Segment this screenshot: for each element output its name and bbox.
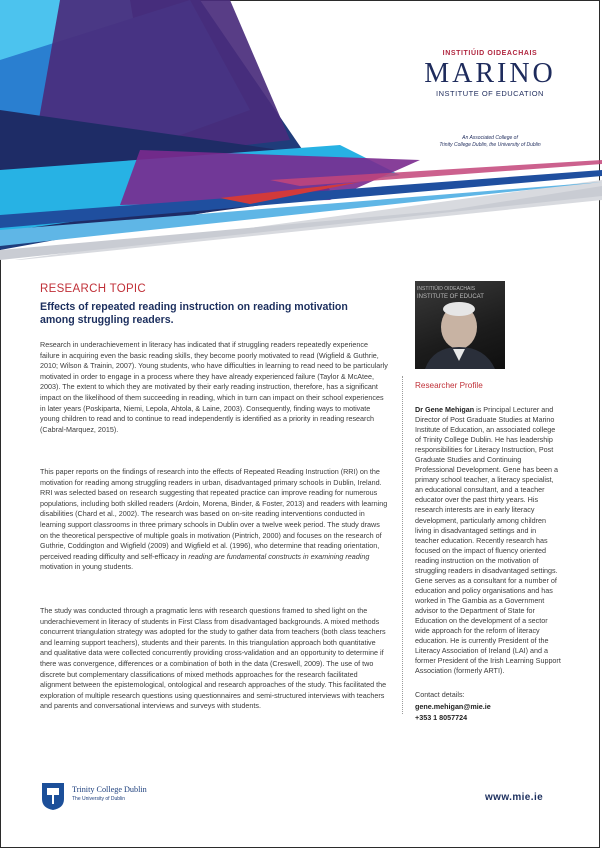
marino-logo (420, 50, 560, 98)
tcd-name: Trinity College Dublin (72, 785, 147, 794)
sidebar-divider (402, 376, 404, 714)
logo-top-text: INSTITIÚID OIDEACHAIS (442, 50, 538, 57)
researcher-bio-text: is Principal Lecturer and Director of Post Graduate Studies at Marino Institute of Education, an associated college of Trinity College Dublin. He has leadership responsibilities for Literacy Instruction, Post Graduate Studies and Continuing Professional Development. Gene has been a primary school teacher, a literacy specialist, an educational consultant, and a teacher educator over the past thirty years. His research interests are in early literacy development, particularly among children living in disadvantaged settings and in teacher education. Recently research has focused on the impact of fluency oriented reading instruction on the motivation of struggling readers in disadvantaged settings. Gene serves as a consultant for a number of education and policy organisations and has worked in The Gambia as a Government advisor to the Department of State for Education on the development of a sector wide approach for the reform of literacy education. He is currently President of the Literacy Association of Ireland (LAI) and a former President of the Irish Learning Support Association (formerly ARTI). (415, 405, 561, 676)
contact-label: Contact details: (415, 690, 465, 699)
tcd-subtitle: The University of Dublin (72, 796, 126, 802)
website-link[interactable]: www.mie.ie (485, 792, 544, 803)
contact-email[interactable]: gene.mehigan@mie.ie (415, 702, 491, 711)
body-paragraph-2-italic: reading are fundamental constructs in examining reading (188, 551, 370, 561)
tcd-crest-icon (40, 781, 66, 811)
body-paragraph-3: The study was conducted through a pragmatic lens with research questions framed to shed light on the underachievement in literacy of students in First Class from disadvantaged backgrounds. A mixed methods concurrent triangulation strategy was adopted for the study to gather data from teachers (both class teachers and learning support teachers), students and their parents. In this triangulation approach both quantitative and qualitative data were collected concurrently providing cross-validation and an opportunity to determine if there was convergence, differences or a combination of both in the data (Creswell, 2009). The use of two discrete but complementary classifications of mixed methods approaches for the research facilitated alignment between the epistemological, ontological and research approaches of the study. This facilitated the exploration of multiple research questions using questionnaires and semi-structured interviews with teachers and parents and conversational interviews and surveys with students. (40, 606, 387, 711)
decorative-banner (0, 0, 602, 260)
body-paragraph-2-main: This paper reports on the findings of research into the effects of Repeated Reading Instruction (RRI) on the motivation for reading among struggling readers in urban, disadvantaged primary schools in Dublin, Ireland. RRI was selected based on research suggesting that repeated practice can improve reading for numerous populations, including both skilled readers (Ardoin, Morena, Binder, & Foster, 2013) and readers with learning disabilities (Chard et al., 2002). The research was based on on-site reading interventions conducted in learning support classrooms in three primary schools in Dublin over a twelve week period. The study draws on the theoretical perspective of multiple goals in motivation (Pintrich, 2000) and focuses on the research of Guthrie, Coddington and Wigfield (2009) and Wigfield et al. (1996), who determine that reading orientation, perceived reading difficulty and self-efficacy in (40, 467, 388, 561)
contact-phone: +353 1 8057724 (415, 713, 468, 722)
section-label: RESEARCH TOPIC (40, 283, 147, 295)
tcd-logo (40, 781, 190, 811)
photo-backdrop-text: INSTITIÚID OIDEACHAIS (417, 286, 476, 292)
researcher-bio (415, 405, 561, 676)
researcher-photo (415, 281, 505, 369)
logo-sub-text: INSTITUTE OF EDUCATION (436, 89, 544, 98)
body-paragraph-1: Research in underachievement in literacy has indicated that if struggling readers repeatedly experience failure in acquiring even the basic reading skills, they become poorly motivated to read (Wigfield & Guthrie, 2010; Wilson & Trainin, 2007). Young students, who have difficulties in learning to read need to be particularly motivated in order to engage in a process where they have already experienced failure (Taylor & McAtee, 2003). The extent to which they are motivated by their early reading instruction, therefore, has a significant impact on the likelihood of them succeeding in reading, which in turn can impact on their school experiences in later years (Poskiparta, Niemi, Lepola, Ahtola, & Laine, 2003). Consequently, finding ways to motivate young children to read and to continue to read independently is identified as a priority in reading research (Cabral-Marquez, 2015). (40, 340, 388, 434)
researcher-name: Dr Gene Mehigan (415, 405, 475, 414)
assoc-line2: Trinity College Dublin, the University of Dublin (439, 142, 541, 148)
logo-main-text: MARINO (424, 58, 556, 89)
associated-college-note (420, 135, 560, 149)
portrait-illustration (415, 281, 505, 369)
body-paragraph-2-end: motivation in young students. (40, 562, 134, 572)
photo-backdrop-text-2: INSTITUTE OF EDUCAT (417, 294, 484, 300)
body-paragraph-2 (40, 467, 388, 573)
assoc-line1: An Associated College of (462, 135, 518, 141)
researcher-profile-heading: Researcher Profile (415, 381, 483, 390)
research-title: Effects of repeated reading instruction on reading motivation among struggling readers. (40, 301, 348, 326)
